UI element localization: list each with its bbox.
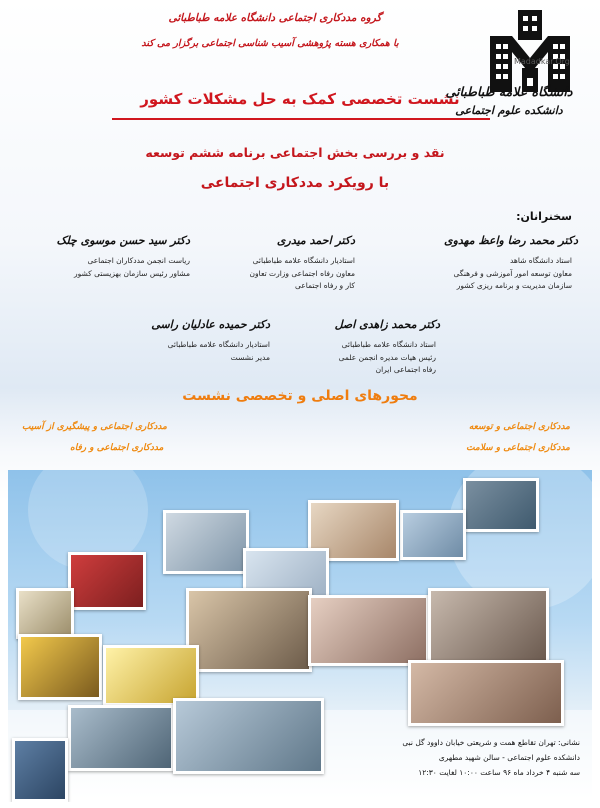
- collage-photo: [16, 588, 74, 639]
- speaker-detail: استادیار دانشگاه علامه طباطبائی: [252, 256, 355, 265]
- faculty-name: دانشکده علوم اجتماعی: [455, 104, 563, 117]
- speaker-detail: سازمان مدیریت و برنامه ریزی کشور: [456, 281, 572, 290]
- collage-photo: [68, 552, 146, 610]
- speaker-detail: کار و رفاه اجتماعی: [294, 281, 355, 290]
- collage-photo: [103, 645, 199, 706]
- speaker-name: دکتر محمد زاهدی اصل: [334, 318, 440, 331]
- collage-photo: [12, 738, 68, 802]
- collage-photo: [308, 595, 429, 666]
- collage-photo: [400, 510, 466, 560]
- organizer-line-2: با همکاری هسته پژوهشی آسیب شناسی اجتماعی برگزار می کند: [141, 38, 399, 49]
- photo-collage: [8, 470, 592, 802]
- speaker-card: [250, 234, 355, 293]
- speaker-name: دکتر سید حسن موسوی چلک: [56, 234, 190, 247]
- speaker-card: [335, 318, 440, 377]
- event-subtitle-2: با رویکرد مددکاری اجتماعی: [200, 175, 390, 191]
- event-date-time: سه شنبه ۴ خرداد ماه ۹۶ ساعت ۱۰:۰۰ لغایت ۱۲:۳۰: [418, 768, 580, 777]
- axis-item: مددکاری اجتماعی و پیشگیری از آسیب: [22, 422, 167, 432]
- collage-photo: [163, 510, 249, 574]
- speaker-detail: رفاه اجتماعی ایران: [375, 365, 436, 374]
- event-subtitle-1: نقد و بررسی بخش اجتماعی برنامه ششم توسعه: [145, 145, 445, 160]
- collage-photo: [428, 588, 549, 664]
- speaker-card: [56, 234, 190, 280]
- speaker-detail: معاون رفاه اجتماعی وزارت تعاون: [249, 268, 355, 278]
- collage-photo: [186, 588, 312, 672]
- title-divider: [112, 118, 490, 120]
- speaker-card: [151, 318, 270, 364]
- axis-item: مددکاری اجتماعی و رفاه: [70, 443, 164, 453]
- collage-photo: [408, 660, 564, 726]
- collage-photo: [68, 705, 174, 771]
- speaker-detail: استاد دانشگاه علامه طباطبائی: [341, 340, 436, 349]
- speaker-detail: رئیس هیات مدیره انجمن علمی: [338, 352, 436, 362]
- collage-photo: [173, 698, 324, 774]
- address-line: نشانی: تهران تقاطع همت و شریعتی خیابان داوود گل نبی: [402, 738, 580, 747]
- speaker-detail: معاون توسعه امور آموزشی و فرهنگی: [453, 268, 572, 278]
- address-line: دانشکده علوم اجتماعی - سالن شهید مطهری: [438, 753, 580, 762]
- speaker-name: دکتر محمد رضا واعظ مهدوی: [443, 234, 578, 247]
- speakers-label: سخنرانان:: [516, 210, 572, 223]
- speaker-detail: مدیر نشست: [230, 352, 270, 362]
- speaker-name: دکتر حمیده عادلیان راسی: [151, 318, 270, 331]
- speaker-detail: استاد دانشگاه شاهد: [509, 256, 572, 265]
- address-block: [402, 738, 580, 777]
- speaker-detail: مشاور رئیس سازمان بهزیستی کشور: [73, 268, 190, 278]
- university-logo: [488, 8, 572, 94]
- event-title: نشست تخصصی کمک به حل مشکلات کشور: [140, 90, 460, 108]
- axis-item: مددکاری اجتماعی و سلامت: [466, 443, 570, 453]
- collage-photo: [18, 634, 102, 700]
- watermark: Madadkar.Org: [514, 57, 570, 66]
- speaker-detail: استادیار دانشگاه علامه طباطبائی: [167, 340, 270, 349]
- axis-item: مددکاری اجتماعی و توسعه: [468, 422, 570, 432]
- axes-title: محورهای اصلی و تخصصی نشست: [182, 388, 418, 404]
- organizer-line-1: گروه مددکاری اجتماعی دانشگاه علامه طباطبائی: [168, 12, 382, 24]
- collage-photo: [463, 478, 539, 532]
- speaker-detail: ریاست انجمن مددکاران اجتماعی: [87, 256, 190, 265]
- speaker-name: دکتر احمد میدری: [276, 234, 355, 247]
- university-name: دانشگاه علامه طباطبائی: [445, 84, 573, 99]
- speaker-card: [444, 234, 578, 293]
